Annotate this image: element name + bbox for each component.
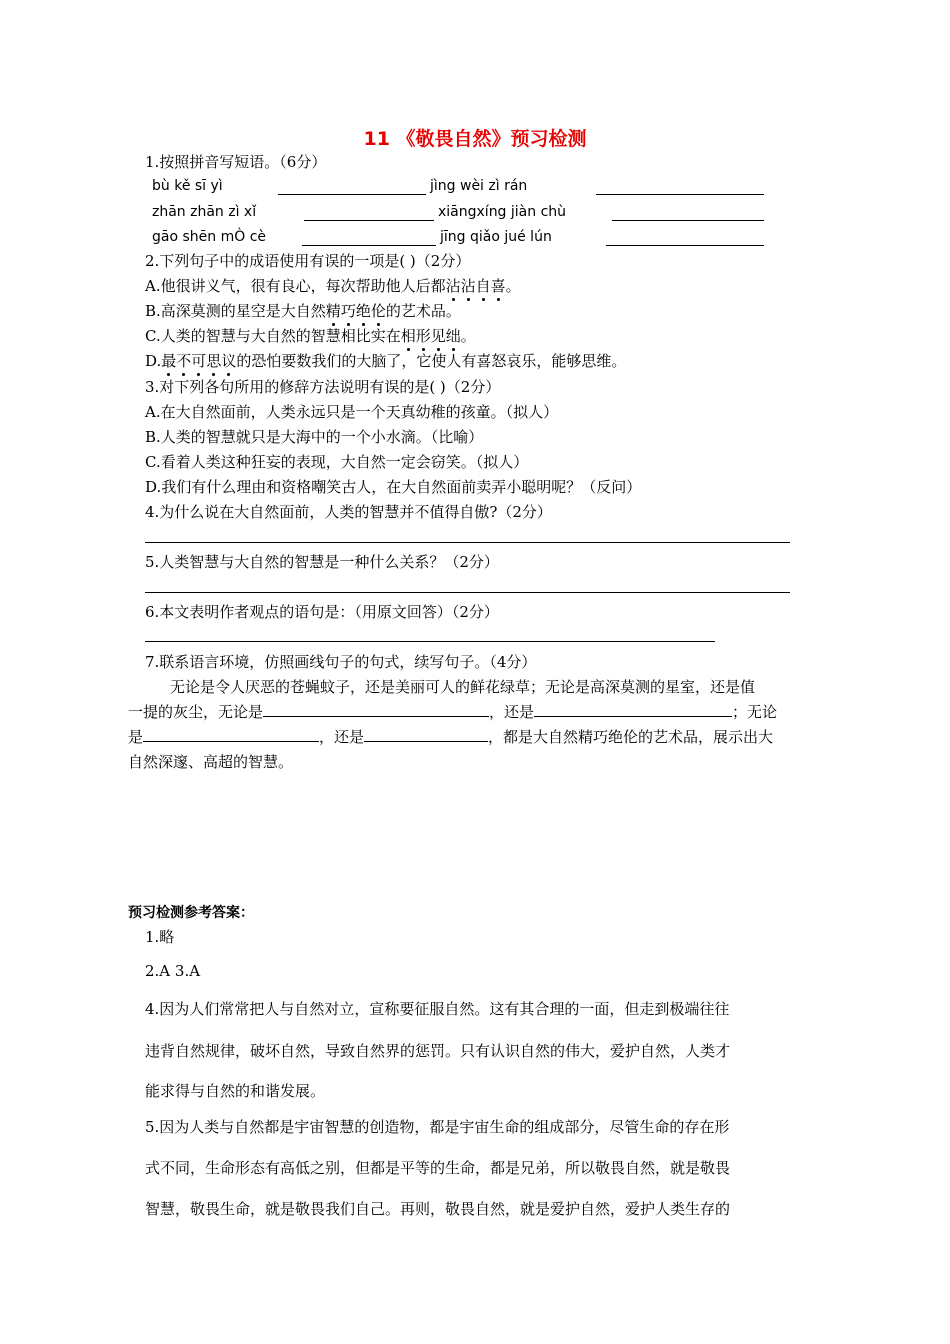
question-2-option-d: D.最不可思议的恐怕要数我们的大脑了，它使人有喜怒哀乐，能够思维。 — [145, 352, 627, 370]
question-2-option-b: B.高深莫测的星空是大自然精巧绝伦的艺术品。 — [145, 302, 461, 320]
answer-5-line: 式不同，生命形态有高低之别，但都是平等的生命，都是兄弟，所以敬畏自然，就是敬畏 — [145, 1159, 731, 1177]
answer-blank[interactable] — [263, 702, 489, 717]
question-2-stem: 2.下列句子中的成语使用有误的一项是( )（2分） — [145, 252, 471, 270]
answer-blank[interactable] — [606, 231, 764, 246]
answer-4-line: 违背自然规律，破坏自然，导致自然界的惩罚。只有认识自然的伟大，爱护自然，人类才 — [145, 1042, 731, 1060]
answer-line[interactable] — [145, 641, 715, 642]
answer-blank[interactable] — [278, 180, 426, 195]
answer-5-line: 5.因为人类与自然都是宇宙智慧的创造物，都是宇宙生命的组成部分，尽管生命的存在形 — [145, 1118, 730, 1136]
question-2-option-c: C.人类的智慧与大自然的智慧相比实在相形见绌。 — [145, 327, 476, 345]
pinyin-2: jìng wèi zì rán — [430, 178, 528, 194]
question-7-passage-line: 一提的灰尘，无论是 ，还是 ；无论 — [128, 703, 778, 721]
answer-blank[interactable] — [302, 231, 436, 246]
pinyin-4: xiāngxíng jiàn chù — [438, 204, 567, 220]
answer-blank[interactable] — [143, 727, 319, 742]
answers-title: 预习检测参考答案： — [128, 905, 254, 921]
dotted-idiom: 沾沾自喜 — [445, 277, 506, 295]
pinyin-5: gāo shēn mÒ cè — [152, 229, 267, 245]
question-7-stem: 7.联系语言环境，仿照画线句子的句式，续写句子。（4分） — [145, 653, 537, 671]
pinyin-3: zhān zhān zì xǐ — [152, 204, 257, 220]
dotted-idiom: 最不可思议 — [161, 352, 237, 370]
question-7-passage-line: 自然深邃、高超的智慧。 — [128, 753, 294, 771]
dotted-idiom: 相形见绌 — [400, 327, 461, 345]
answer-blank[interactable] — [534, 702, 732, 717]
answer-line[interactable] — [145, 542, 790, 543]
answer-4-line: 能求得与自然的和谐发展。 — [145, 1082, 326, 1100]
page-title: 11 《敬畏自然》预习检测 — [363, 128, 587, 150]
question-2-option-a: A.他很讲义气，很有良心，每次帮助他人后都沾沾自喜。 — [145, 277, 521, 295]
question-1-stem: 1.按照拼音写短语。（6分） — [145, 153, 327, 171]
question-3-option-a: A.在大自然面前，人类永远只是一个天真幼稚的孩童。（拟人） — [145, 403, 559, 421]
answer-4-line: 4.因为人们常常把人与自然对立，宣称要征服自然。这有其合理的一面，但走到极端往往 — [145, 1000, 730, 1018]
question-6-stem: 6.本文表明作者观点的语句是：（用原文回答）（2分） — [145, 603, 499, 621]
question-3-stem: 3.对下列各句所用的修辞方法说明有误的是( )（2分） — [145, 378, 501, 396]
question-4-stem: 4.为什么说在大自然面前，人类的智慧并不值得自傲?（2分） — [145, 503, 552, 521]
question-5-stem: 5.人类智慧与大自然的智慧是一种什么关系？（2分） — [145, 553, 499, 571]
question-7-passage-line: 是 ，还是 ，都是大自然精巧绝伦的艺术品，展示出大 — [128, 728, 774, 746]
pinyin-6: jīng qiǎo jué lún — [440, 229, 552, 245]
question-3-option-c: C.看着人类这种狂妄的表现，大自然一定会窃笑。（拟人） — [145, 453, 529, 471]
answer-blank[interactable] — [596, 180, 764, 195]
answer-blank[interactable] — [364, 727, 488, 742]
answer-blank[interactable] — [304, 206, 434, 221]
answer-line[interactable] — [145, 592, 790, 593]
answer-2-3: 2.A 3.A — [145, 962, 201, 980]
question-3-option-b: B.人类的智慧就只是大海中的一个小水滴。（比喻） — [145, 428, 484, 446]
answer-blank[interactable] — [612, 206, 764, 221]
answer-5-line: 智慧，敬畏生命，就是敬畏我们自己。再则，敬畏自然，就是爱护自然，爱护人类生存的 — [145, 1200, 731, 1218]
question-7-passage-line: 无论是令人厌恶的苍蝇蚊子，还是美丽可人的鲜花绿草；无论是高深莫测的星室，还是值 — [170, 678, 756, 696]
pinyin-1: bù kě sī yì — [152, 178, 223, 194]
question-3-option-d: D.我们有什么理由和资格嘲笑古人，在大自然面前卖弄小聪明呢？（反问） — [145, 478, 642, 496]
answer-1: 1.略 — [145, 928, 175, 946]
dotted-idiom: 精巧绝伦 — [325, 302, 386, 320]
